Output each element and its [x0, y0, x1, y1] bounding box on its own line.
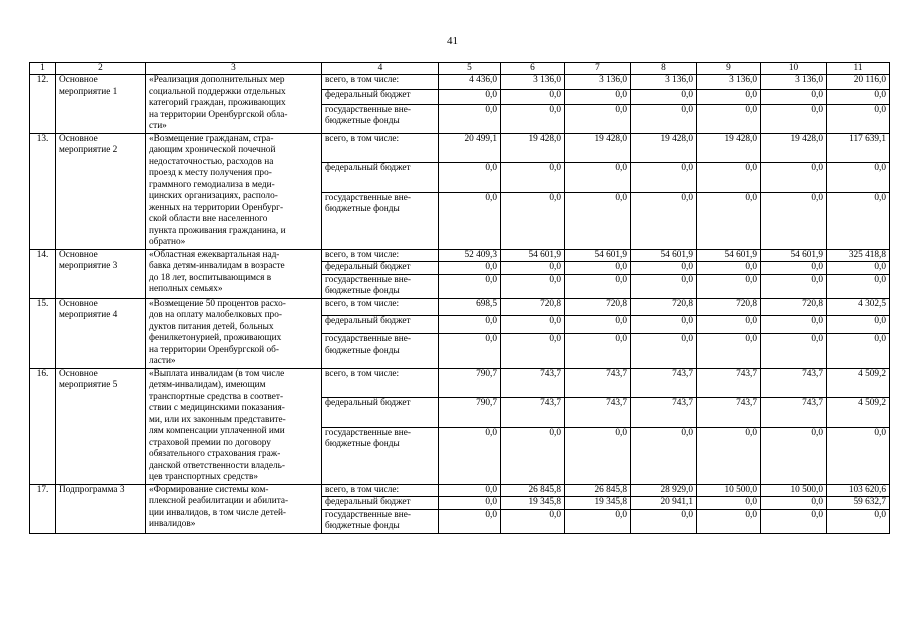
item-type: Основное — [59, 249, 98, 260]
value-cell-col-6: 26 845,8 — [501, 484, 565, 497]
value-cell-col-11: 0,0 — [827, 192, 890, 249]
value-cell-col-6: 0,0 — [501, 509, 565, 533]
item-type-cell — [56, 484, 146, 533]
item-type-cell — [56, 133, 146, 249]
item-name-cell — [146, 75, 322, 134]
value-cell-col-7: 0,0 — [565, 89, 631, 104]
value-cell-col-11: 103 620,6 — [827, 484, 890, 497]
value-cell-col-7: 0,0 — [565, 316, 631, 334]
funding-source-text: государственные вне- — [325, 274, 411, 285]
funding-source-text: федеральный бюджет — [325, 398, 411, 409]
item-name: категорий граждан, проживающих — [149, 98, 286, 108]
item-name: дов на оплату малобелковых про- — [149, 310, 282, 320]
item-type: Основное — [59, 133, 98, 144]
value-cell-col-9: 743,7 — [697, 398, 761, 428]
value-cell-col-8: 54 601,9 — [631, 249, 697, 262]
value-cell-col-8: 28 929,0 — [631, 484, 697, 497]
table-row — [30, 249, 890, 262]
item-name: ласти» — [149, 356, 176, 366]
value-cell-col-7: 0,0 — [565, 334, 631, 368]
value-cell-col-10: 743,7 — [761, 398, 827, 428]
value-cell-col-5: 0,0 — [439, 163, 501, 193]
value-cell-col-7: 0,0 — [565, 192, 631, 249]
item-name: ской области вне населенного — [149, 214, 268, 224]
column-header-1: 1 — [30, 63, 56, 75]
funding-source-text: всего, в том числе: — [325, 133, 400, 144]
value-cell-col-11: 0,0 — [827, 89, 890, 104]
budget-table — [29, 62, 890, 534]
value-cell-col-5: 0,0 — [439, 427, 501, 484]
funding-source — [322, 133, 439, 163]
value-cell-col-5: 52 409,3 — [439, 249, 501, 262]
value-cell-col-8: 19 428,0 — [631, 133, 697, 163]
value-cell-col-5: 4 436,0 — [439, 75, 501, 90]
value-cell-col-10: 19 428,0 — [761, 133, 827, 163]
value-cell-col-5: 790,7 — [439, 368, 501, 398]
value-cell-col-5: 0,0 — [439, 104, 501, 133]
value-cell-col-10: 0,0 — [761, 509, 827, 533]
value-cell-col-8: 743,7 — [631, 368, 697, 398]
funding-source — [322, 75, 439, 90]
item-name: плексной реабилитации и абилита- — [149, 496, 289, 506]
item-type: мероприятие 5 — [59, 380, 118, 390]
item-name: бавка детям-инвалидам в возрасте — [149, 261, 285, 271]
value-cell-col-9: 0,0 — [697, 334, 761, 368]
value-cell-col-9: 10 500,0 — [697, 484, 761, 497]
value-cell-col-11: 0,0 — [827, 163, 890, 193]
value-cell-col-6: 0,0 — [501, 262, 565, 275]
funding-source-text: всего, в том числе: — [325, 368, 400, 379]
item-name: данской ответственности владель- — [149, 460, 286, 471]
funding-source-text: федеральный бюджет — [325, 316, 411, 327]
value-cell-col-10: 743,7 — [761, 368, 827, 398]
value-cell-col-7: 3 136,0 — [565, 75, 631, 90]
value-cell-col-6: 0,0 — [501, 316, 565, 334]
value-cell-col-9: 0,0 — [697, 427, 761, 484]
funding-source — [322, 89, 439, 104]
value-cell-col-9: 0,0 — [697, 163, 761, 193]
item-type: мероприятие 4 — [59, 310, 118, 320]
item-name: женных на территории Оренбург- — [149, 202, 284, 213]
value-cell-col-9: 0,0 — [697, 274, 761, 298]
item-name: «Формирование системы ком- — [149, 484, 269, 495]
item-name: недостаточностью, расходов на — [149, 156, 274, 167]
value-cell-col-7: 0,0 — [565, 163, 631, 193]
value-cell-col-7: 0,0 — [565, 509, 631, 533]
funding-source-text: всего, в том числе: — [325, 75, 400, 85]
value-cell-col-5: 0,0 — [439, 497, 501, 510]
value-cell-col-7: 0,0 — [565, 104, 631, 133]
value-cell-col-11: 0,0 — [827, 334, 890, 368]
funding-source-text: бюджетные фонды — [325, 521, 400, 531]
value-cell-col-11: 4 302,5 — [827, 298, 890, 316]
value-cell-col-6: 19 345,8 — [501, 497, 565, 510]
table-row — [30, 298, 890, 316]
column-header-7: 7 — [565, 63, 631, 75]
value-cell-col-8: 0,0 — [631, 262, 697, 275]
value-cell-col-11: 0,0 — [827, 274, 890, 298]
funding-source — [322, 298, 439, 316]
value-cell-col-9: 0,0 — [697, 262, 761, 275]
item-type-cell — [56, 298, 146, 368]
item-name-cell — [146, 249, 322, 298]
value-cell-col-10: 0,0 — [761, 334, 827, 368]
column-header-6: 6 — [501, 63, 565, 75]
value-cell-col-7: 0,0 — [565, 274, 631, 298]
item-type: мероприятие 1 — [59, 86, 118, 97]
value-cell-col-11: 4 509,2 — [827, 368, 890, 398]
value-cell-col-11: 117 639,1 — [827, 133, 890, 163]
value-cell-col-7: 26 845,8 — [565, 484, 631, 497]
funding-source — [322, 104, 439, 133]
funding-source — [322, 262, 439, 275]
value-cell-col-11: 325 418,8 — [827, 249, 890, 262]
funding-source-text: федеральный бюджет — [325, 89, 411, 100]
item-type: Подпрограмма 3 — [59, 484, 125, 495]
value-cell-col-9: 54 601,9 — [697, 249, 761, 262]
funding-source-text: государственные вне- — [325, 427, 411, 438]
item-name: фенилкетонурией, проживающих — [149, 333, 282, 343]
value-cell-col-10: 0,0 — [761, 316, 827, 334]
item-name: ми, или их законным представите- — [149, 414, 286, 425]
value-cell-col-6: 3 136,0 — [501, 75, 565, 90]
column-header-8: 8 — [631, 63, 697, 75]
funding-source-text: федеральный бюджет — [325, 262, 411, 272]
item-name: дуктов питания детей, больных — [149, 321, 274, 332]
value-cell-col-9: 0,0 — [697, 89, 761, 104]
column-header-5: 5 — [439, 63, 501, 75]
value-cell-col-5: 20 499,1 — [439, 133, 501, 163]
row-number: 12. — [30, 75, 56, 134]
item-name: детям-инвалидам), имеющим — [149, 380, 266, 390]
funding-source-text: государственные вне- — [325, 192, 411, 203]
column-header-2: 2 — [56, 63, 146, 75]
item-name: на территории Оренбургской об- — [149, 344, 279, 355]
value-cell-col-8: 0,0 — [631, 427, 697, 484]
value-cell-col-10: 0,0 — [761, 192, 827, 249]
item-name: «Возмещение 50 процентов расхо- — [149, 298, 286, 309]
funding-source — [322, 163, 439, 193]
item-name: на территории Оренбургской обла- — [149, 109, 288, 120]
item-name: «Выплата инвалидам (в том числе — [149, 368, 285, 379]
value-cell-col-7: 743,7 — [565, 368, 631, 398]
value-cell-col-5: 0,0 — [439, 484, 501, 497]
value-cell-col-7: 19 345,8 — [565, 497, 631, 510]
column-header-11: 11 — [827, 63, 890, 75]
funding-source-text: бюджетные фонды — [325, 116, 400, 127]
value-cell-col-9: 720,8 — [697, 298, 761, 316]
value-cell-col-6: 720,8 — [501, 298, 565, 316]
funding-source — [322, 484, 439, 497]
value-cell-col-8: 0,0 — [631, 104, 697, 133]
value-cell-col-10: 54 601,9 — [761, 249, 827, 262]
value-cell-col-8: 20 941,1 — [631, 497, 697, 510]
item-name-cell — [146, 484, 322, 533]
value-cell-col-7: 720,8 — [565, 298, 631, 316]
item-name-cell — [146, 133, 322, 249]
item-name: обязательного страхования граж- — [149, 449, 281, 459]
item-name: лям компенсации уплаченной ими — [149, 426, 285, 436]
value-cell-col-5: 0,0 — [439, 334, 501, 368]
table-row — [30, 484, 890, 497]
funding-source — [322, 316, 439, 334]
item-name: «Возмещение гражданам, стра- — [149, 133, 274, 144]
value-cell-col-8: 0,0 — [631, 274, 697, 298]
value-cell-col-5: 790,7 — [439, 398, 501, 428]
value-cell-col-10: 0,0 — [761, 89, 827, 104]
funding-source — [322, 497, 439, 510]
funding-source-text: бюджетные фонды — [325, 286, 400, 296]
value-cell-col-10: 10 500,0 — [761, 484, 827, 497]
item-name: сти» — [149, 121, 167, 131]
item-name: ствии с медицинскими показания- — [149, 403, 285, 413]
item-name: обратно» — [149, 237, 186, 247]
funding-source-text: государственные вне- — [325, 104, 411, 115]
value-cell-col-7: 19 428,0 — [565, 133, 631, 163]
header-row — [30, 63, 890, 75]
item-name-cell — [146, 298, 322, 368]
value-cell-col-11: 0,0 — [827, 316, 890, 334]
value-cell-col-6: 743,7 — [501, 398, 565, 428]
value-cell-col-10: 0,0 — [761, 497, 827, 510]
value-cell-col-5: 0,0 — [439, 262, 501, 275]
value-cell-col-9: 3 136,0 — [697, 75, 761, 90]
value-cell-col-8: 0,0 — [631, 89, 697, 104]
value-cell-col-6: 0,0 — [501, 334, 565, 368]
value-cell-col-11: 0,0 — [827, 262, 890, 275]
value-cell-col-6: 0,0 — [501, 192, 565, 249]
item-type: Основное — [59, 368, 98, 379]
value-cell-col-11: 0,0 — [827, 104, 890, 133]
item-type: Основное — [59, 298, 98, 309]
value-cell-col-6: 743,7 — [501, 368, 565, 398]
value-cell-col-7: 743,7 — [565, 398, 631, 428]
item-name: пункта проживания гражданина, и — [149, 225, 286, 236]
item-name: цинских организациях, располо- — [149, 191, 278, 201]
value-cell-col-10: 0,0 — [761, 262, 827, 275]
value-cell-col-5: 0,0 — [439, 192, 501, 249]
value-cell-col-5: 0,0 — [439, 509, 501, 533]
value-cell-col-5: 698,5 — [439, 298, 501, 316]
item-name: инвалидов» — [149, 519, 196, 529]
row-number: 14. — [30, 249, 56, 298]
value-cell-col-6: 19 428,0 — [501, 133, 565, 163]
value-cell-col-10: 0,0 — [761, 104, 827, 133]
item-type-cell — [56, 368, 146, 484]
item-name: неполных семьях» — [149, 284, 223, 294]
item-name: ции инвалидов, в том числе детей- — [149, 507, 287, 518]
value-cell-col-6: 0,0 — [501, 274, 565, 298]
funding-source-text: федеральный бюджет — [325, 497, 411, 507]
value-cell-col-5: 0,0 — [439, 89, 501, 104]
funding-source — [322, 427, 439, 484]
item-name: цев транспортных средств» — [149, 472, 259, 482]
item-name: граммного гемодиализа в меди- — [149, 179, 275, 190]
item-type: мероприятие 2 — [59, 145, 118, 155]
value-cell-col-9: 743,7 — [697, 368, 761, 398]
value-cell-col-8: 0,0 — [631, 163, 697, 193]
value-cell-col-11: 59 632,7 — [827, 497, 890, 510]
value-cell-col-6: 0,0 — [501, 427, 565, 484]
funding-source — [322, 192, 439, 249]
value-cell-col-8: 0,0 — [631, 316, 697, 334]
funding-source — [322, 509, 439, 533]
value-cell-col-5: 0,0 — [439, 316, 501, 334]
value-cell-col-8: 743,7 — [631, 398, 697, 428]
item-name: страховой премии по договору — [149, 437, 271, 448]
table-row — [30, 368, 890, 398]
item-name: проезд к месту получения про- — [149, 168, 272, 178]
funding-source — [322, 249, 439, 262]
funding-source — [322, 368, 439, 398]
value-cell-col-9: 0,0 — [697, 509, 761, 533]
funding-source-text: всего, в том числе: — [325, 249, 400, 260]
row-number: 16. — [30, 368, 56, 484]
table-row — [30, 133, 890, 163]
funding-source-text: всего, в том числе: — [325, 298, 400, 309]
row-number: 15. — [30, 298, 56, 368]
item-type-cell — [56, 75, 146, 134]
item-name-cell — [146, 368, 322, 484]
column-header-3: 3 — [146, 63, 322, 75]
value-cell-col-11: 0,0 — [827, 427, 890, 484]
item-name: до 18 лет, воспитывающимся в — [149, 272, 272, 283]
value-cell-col-7: 54 601,9 — [565, 249, 631, 262]
value-cell-col-5: 0,0 — [439, 274, 501, 298]
value-cell-col-8: 720,8 — [631, 298, 697, 316]
funding-source-text: бюджетные фонды — [325, 439, 400, 450]
value-cell-col-6: 0,0 — [501, 104, 565, 133]
table-row — [30, 75, 890, 90]
table-body — [30, 75, 890, 534]
value-cell-col-10: 720,8 — [761, 298, 827, 316]
column-header-10: 10 — [761, 63, 827, 75]
value-cell-col-6: 0,0 — [501, 163, 565, 193]
row-number: 17. — [30, 484, 56, 533]
value-cell-col-10: 0,0 — [761, 427, 827, 484]
value-cell-col-10: 3 136,0 — [761, 75, 827, 90]
value-cell-col-9: 0,0 — [697, 192, 761, 249]
value-cell-col-9: 0,0 — [697, 497, 761, 510]
row-number: 13. — [30, 133, 56, 249]
funding-source-text: всего, в том числе: — [325, 484, 400, 495]
value-cell-col-8: 0,0 — [631, 334, 697, 368]
item-name: дающим хронической почечной — [149, 145, 276, 155]
column-header-9: 9 — [697, 63, 761, 75]
item-type: Основное — [59, 75, 98, 85]
item-name: транспортные средства в соответ- — [149, 391, 284, 402]
column-header-4: 4 — [322, 63, 439, 75]
value-cell-col-7: 0,0 — [565, 427, 631, 484]
value-cell-col-11: 20 116,0 — [827, 75, 890, 90]
page-number: 41 — [447, 35, 458, 47]
value-cell-col-9: 0,0 — [697, 104, 761, 133]
value-cell-col-11: 4 509,2 — [827, 398, 890, 428]
value-cell-col-11: 0,0 — [827, 509, 890, 533]
value-cell-col-7: 0,0 — [565, 262, 631, 275]
value-cell-col-10: 0,0 — [761, 274, 827, 298]
funding-source-text: государственные вне- — [325, 334, 411, 345]
item-name: «Реализация дополнительных мер — [149, 75, 285, 85]
funding-source-text: бюджетные фонды — [325, 204, 400, 215]
funding-source — [322, 274, 439, 298]
item-name: социальной поддержки отдельных — [149, 86, 286, 97]
value-cell-col-8: 3 136,0 — [631, 75, 697, 90]
value-cell-col-6: 54 601,9 — [501, 249, 565, 262]
value-cell-col-8: 0,0 — [631, 509, 697, 533]
funding-source-text: государственные вне- — [325, 509, 411, 520]
item-name: «Областная ежеквартальная над- — [149, 249, 280, 260]
item-type-cell — [56, 249, 146, 298]
funding-source-text: бюджетные фонды — [325, 345, 400, 356]
value-cell-col-6: 0,0 — [501, 89, 565, 104]
value-cell-col-9: 19 428,0 — [697, 133, 761, 163]
value-cell-col-9: 0,0 — [697, 316, 761, 334]
funding-source — [322, 334, 439, 368]
funding-source — [322, 398, 439, 428]
value-cell-col-10: 0,0 — [761, 163, 827, 193]
value-cell-col-8: 0,0 — [631, 192, 697, 249]
funding-source-text: федеральный бюджет — [325, 163, 411, 174]
item-type: мероприятие 3 — [59, 261, 118, 271]
